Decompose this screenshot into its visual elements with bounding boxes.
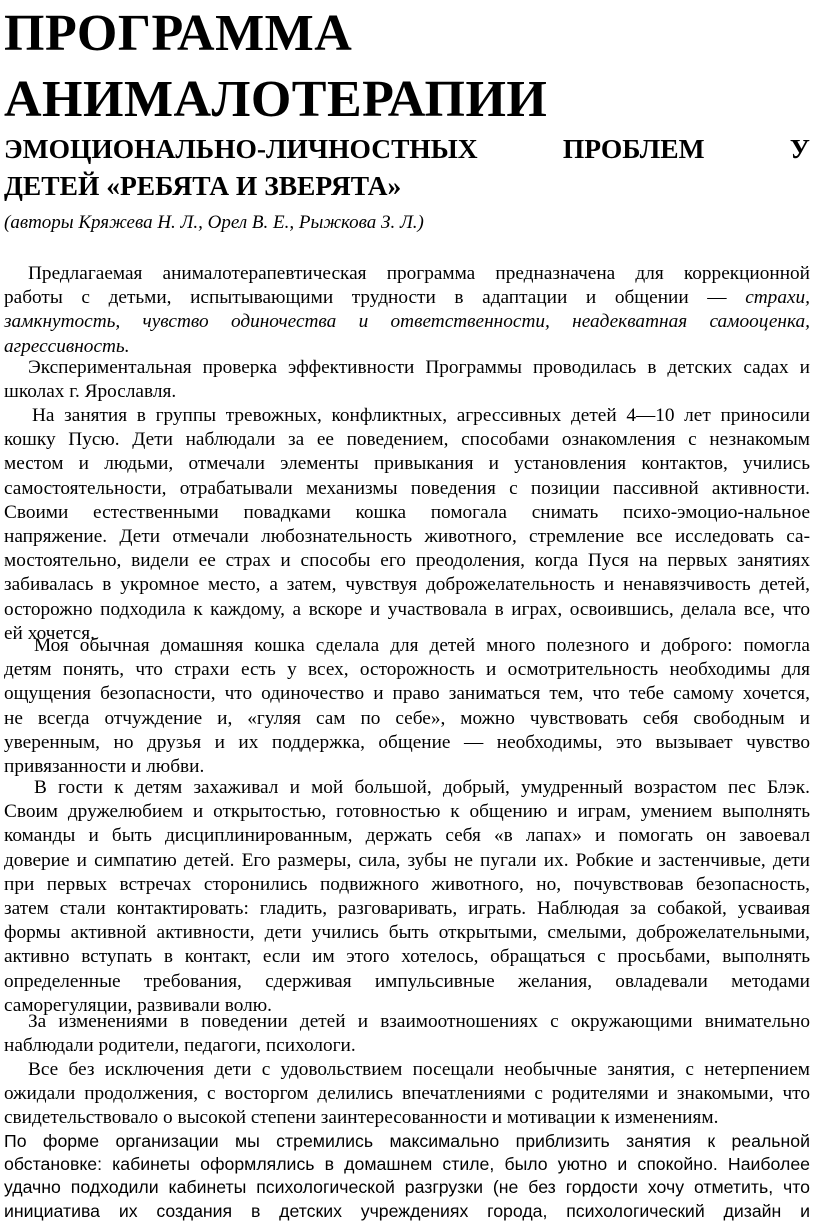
subtitle [4, 130, 810, 204]
paragraph-line: ей хочется. [4, 622, 95, 644]
paragraph-line: обстановке: кабинеты оформлялись в домашнем стиле, было уютно и спокойно. Наиболее [4, 1154, 810, 1175]
paragraph-7 [4, 1058, 810, 1131]
paragraph-text: работы с детьми, испытывающими трудности в адаптации и общении — [4, 287, 727, 309]
paragraph-line: За изменениями в поведении детей и взаимоотношениях с окружающими внимательно [28, 1011, 810, 1032]
paragraph-line [4, 286, 810, 310]
paragraph-line: формы активной активности, дети учились быть открытыми, смелыми, доброжелательными, [4, 922, 810, 944]
paragraph-line: мостоятельно, видели ее страх и способы его преодоления, когда Пуся на первых занятиях [4, 550, 810, 572]
paragraph-line: школах г. Ярославля. [4, 381, 177, 403]
paragraph-8 [4, 1130, 810, 1222]
paragraph-line: детям понять, что страхи есть у всех, осторожность и осмотрительность необходимы для [4, 659, 810, 681]
paragraph-line: свидетельствовало о высокой степени заинтересованности и мотивации к изменениям. [4, 1107, 719, 1129]
subtitle-line-2: ДЕТЕЙ «РЕБЯТА И ЗВЕРЯТА» [4, 170, 402, 201]
paragraph-line: ощущения безопасности, что одиночество и право заниматься тем, что тебе самому хочется, [4, 683, 810, 705]
paragraph-line: активно вступать в контакт, если им этого хотелось, обращаться с просьбами, выполнять [4, 946, 810, 968]
paragraph-emphasis: замкнутость, чувство одиночества и ответственности, неадекватная самооценка, [4, 311, 810, 333]
paragraph-line: самостоятельности, отрабатывали механизмы поведения с позиции пассивной активности. [4, 477, 810, 499]
paragraph-line: не всегда отчуждение и, «гуляя сам по себе», можно чувствовать себя свободным и [4, 707, 810, 729]
paragraph-line: Своими естественными повадками кошка помогала снимать психо-эмоцио-нальное [4, 501, 810, 523]
paragraph-line: По форме организации мы стремились максимально приблизить занятия к реальной [4, 1131, 810, 1151]
paragraph-line: Предлагаемая анималотерапевтическая программа предназначена для коррекционной [28, 263, 810, 284]
title-line-1: ПРОГРАММА [4, 5, 353, 62]
paragraph-line: забивалась в укромное место, а затем, чувствуя доброжелательность и ненавязчивость детей, [4, 574, 810, 596]
paragraph-3 [4, 404, 810, 646]
paragraph-line: На занятия в группы тревожных, конфликтных, агрессивных детей 4—10 лет приносили [32, 405, 810, 426]
paragraph-line: команды и быть дисциплинированным, держать себя «в лапах» и помогать он завоевал [4, 825, 810, 847]
paragraph-line: при первых встречах сторонились подвижного животного, но, почувствовав безопасность, [4, 873, 810, 895]
paragraph-5 [4, 776, 810, 1018]
paragraph-line: Экспериментальная проверка эффективности Программы проводилась в детских садах и [28, 357, 810, 378]
paragraph-line: затем стали контактировать: гладить, разговаривать, играть. Наблюдая за собакой, усваивая [4, 897, 810, 919]
paragraph-line: Своим дружелюбием и открытостью, готовностью к общению и играм, умением выполнять [4, 801, 810, 823]
paragraph-6 [4, 1010, 810, 1058]
paragraph-line: кошку Пусю. Дети наблюдали за ее поведением, способами ознакомления с незнакомым [4, 429, 810, 451]
paragraph-line: инициатива их создания в детских учреждениях города, психологический дизайн и [4, 1200, 810, 1221]
paragraph-line: Моя обычная домашняя кошка сделала для детей много полезного и доброго: помогла [34, 635, 810, 656]
paragraph-line: В гости к детям захаживал и мой большой, добрый, умудренный возрастом пес Блэк. [34, 777, 810, 798]
paragraph-line: удачно подходили кабинеты психологической разгрузки (не без гордости хочу отметить, что [4, 1177, 810, 1198]
paragraph-emphasis: агрессивность. [4, 335, 130, 357]
paragraph-line: осторожно подходила к каждому, а вскоре и участвовала в играх, освоившись, делала все, что [4, 598, 810, 620]
paragraph-1 [4, 262, 810, 359]
paragraph-line: уверенным, но друзья и их поддержка, общение — необходимы, это вызывает чувство [4, 731, 810, 753]
paragraph-line [4, 310, 810, 334]
paragraph-2 [4, 356, 810, 404]
paragraph-line: привязанности и любви. [4, 755, 205, 777]
paragraph-line: Все без исключения дети с удовольствием посещали необычные занятия, с нетерпением [28, 1059, 810, 1080]
paragraph-line: определенные требования, сдерживая импульсивные желания, овладевали методами [4, 970, 810, 992]
paragraph-emphasis: страхи, [745, 287, 810, 309]
paragraph-4 [4, 634, 810, 779]
subtitle-line-1: ЭМОЦИОНАЛЬНО-ЛИЧНОСТНЫХ ПРОБЛЕМ У [4, 133, 810, 164]
paragraph-line: наблюдали родители, педагоги, психологи. [4, 1035, 356, 1057]
paragraph-line: доверие и симпатию детей. Его размеры, сила, зубы не пугали их. Робкие и застенчивые, дети [4, 849, 810, 871]
paragraph-line: местом и людьми, отмечали элементы привыкания и установления контактов, учились [4, 453, 810, 475]
paragraph-line: напряжение. Дети отмечали любознательность животного, стремление все исследовать са- [4, 525, 810, 547]
authors-line: (авторы Кряжева Н. Л., Орел В. Е., Рыжкова З. Л.) [4, 212, 424, 233]
paragraph-line: ожидали продолжения, с восторгом делились впечатлениями с родителями и знакомыми, что [4, 1083, 810, 1105]
paragraph-line: саморегуляции, развивали волю. [4, 994, 272, 1016]
title-line-2: АНИМАЛОТЕРАПИИ [4, 71, 548, 128]
